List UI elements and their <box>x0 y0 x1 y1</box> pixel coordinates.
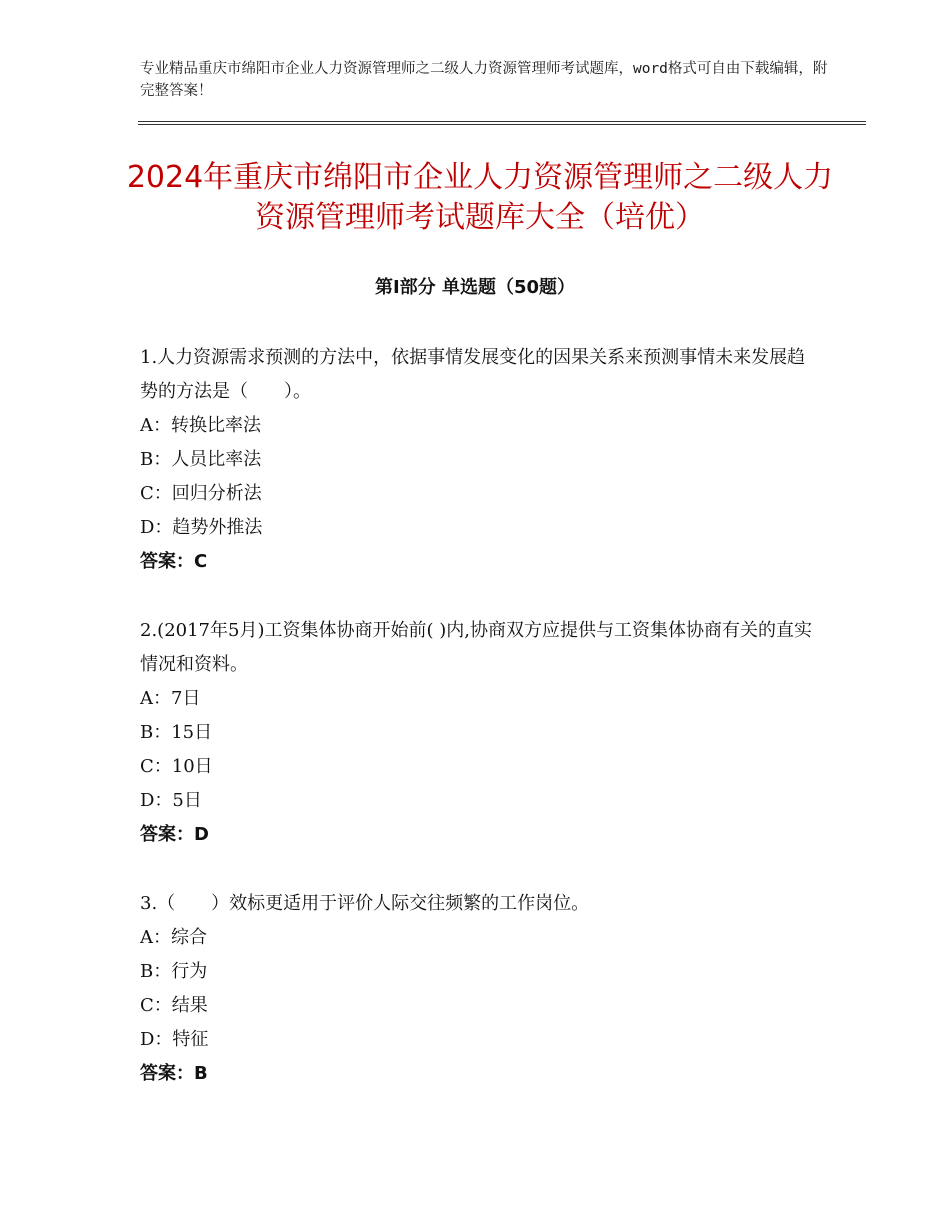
question-2 <box>140 614 820 852</box>
section-title: 第Ⅰ部分 单选题（50题） <box>374 277 575 298</box>
document-title: 2024年重庆市绵阳市企业人力资源管理师之二级人力资源管理师考试题库大全（培优） <box>126 160 834 235</box>
question-1 <box>140 341 820 579</box>
question-3 <box>140 887 820 1091</box>
option-d: D：趋势外推法 <box>140 517 263 538</box>
option-a: A：转换比率法 <box>140 415 261 436</box>
question-stem: 1.人力资源需求预测的方法中，依据事情发展变化的因果关系来预测事情未来发展趋势的方法是（ ）。 <box>140 347 806 402</box>
option-b: B：行为 <box>140 961 208 982</box>
option-c: C：结果 <box>140 995 208 1016</box>
option-b: B：15日 <box>140 722 213 743</box>
answer: 答案：B <box>140 1063 208 1084</box>
option-c: C：10日 <box>140 756 213 777</box>
answer: 答案：C <box>140 551 208 572</box>
option-d: D：5日 <box>140 790 202 811</box>
option-c: C：回归分析法 <box>140 483 262 504</box>
question-stem: 2.(2017年5月)工资集体协商开始前( )内,协商双方应提供与工资集体协商有关的直实情况和资料。 <box>140 620 812 675</box>
option-a: A：7日 <box>140 688 201 709</box>
option-a: A：综合 <box>140 927 207 948</box>
option-b: B：人员比率法 <box>140 449 262 470</box>
header-note: 专业精品重庆市绵阳市企业人力资源管理师之二级人力资源管理师考试题库，word格式可自由下载编辑，附完整答案！ <box>140 61 828 99</box>
header-divider <box>138 121 866 125</box>
question-stem: 3.（ ）效标更适用于评价人际交往频繁的工作岗位。 <box>140 893 590 914</box>
answer: 答案：D <box>140 824 209 845</box>
option-d: D：特征 <box>140 1029 209 1050</box>
